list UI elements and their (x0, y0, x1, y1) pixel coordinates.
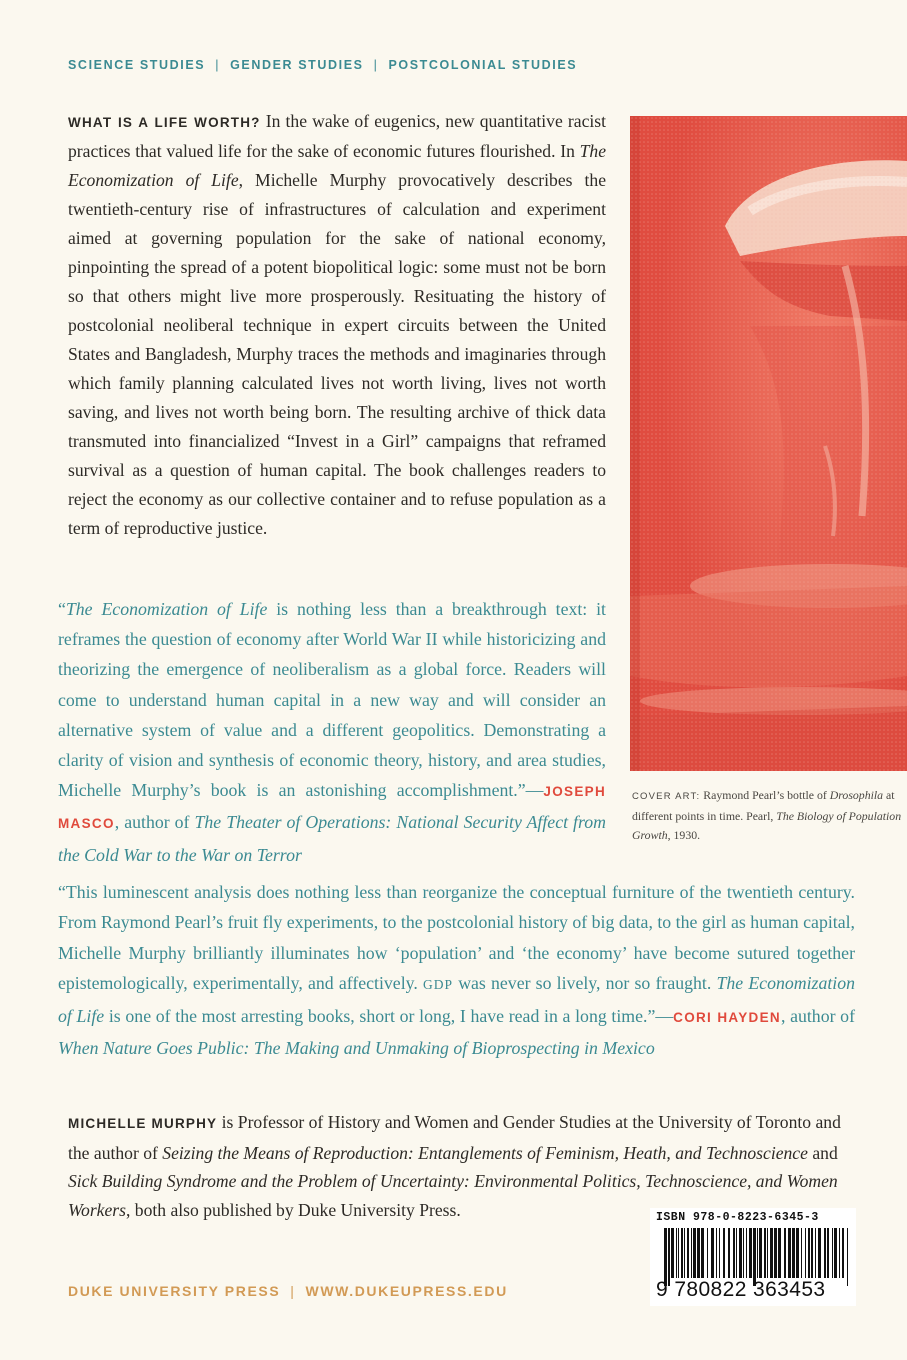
subject-gender-studies: GENDER STUDIES (230, 58, 364, 72)
barcode-bar (687, 1228, 689, 1278)
barcode-bar (834, 1228, 837, 1278)
drosophila-bottle-illustration (630, 116, 907, 771)
description-part2: , Michelle Murphy provocatively describes the twentieth-century rise of infrastructures of calculation and experiment aimed at governing population for the sake of national economy, pinpointing the spread of a potent biopolitical logic: some must not be born so that others might live more prosperously. Resituating the history of postcolonial neoliberal technique in expert circuits between the United States and Bangladesh, Murphy traces the methods and imaginaries through which family planning calculated lives not worth living, lives not worth saving, and lives not worth being born. The resulting archive of thick data transmuted into financialized “Invest in a Girl” campaigns that reframed survival as a question of human capital. The book challenges readers to reject the economy as our collective container and to refuse population as a term of reproductive justice. (68, 170, 606, 538)
barcode-bar (711, 1228, 714, 1278)
caption-text2: at different points in time. Pearl, (632, 788, 895, 823)
barcode-bar (839, 1228, 840, 1278)
quote2-author: CORI HAYDEN (673, 1009, 781, 1025)
barcode-bar (693, 1228, 696, 1278)
barcode-bar (678, 1228, 679, 1278)
quote2-gdp: GDP (423, 977, 454, 993)
publisher-name: DUKE UNIVERSITY PRESS (68, 1283, 281, 1299)
barcode-bar (684, 1228, 685, 1278)
cover-art-image (630, 116, 907, 771)
caption-text1: Raymond Pearl’s bottle of (700, 788, 830, 802)
bio-text2: and (807, 1142, 838, 1163)
quote2-text1: “This luminescent analysis does nothing less than reorganize the conceptual furniture of the twentieth century. From Raymond Pearl’s fruit fly experiments, to the postcolonial history of big data, to the girl as human capital, Michelle Murphy brilliantly illuminates how ‘population’ and ‘the economy’ have become sutured together epistemologically, experimentally, and affectively. (58, 882, 855, 994)
barcode-bar (733, 1228, 735, 1278)
subject-categories (68, 58, 768, 72)
barcode-digits: 9 780822 363453 (656, 1278, 826, 1301)
subject-science-studies: SCIENCE STUDIES (68, 58, 206, 72)
cover-art-caption (632, 786, 902, 846)
barcode-bar (815, 1228, 816, 1278)
quote-open: “ (58, 599, 66, 619)
caption-year: , 1930. (667, 828, 701, 843)
barcode-bar (796, 1228, 799, 1278)
book-description (68, 107, 606, 543)
footer-separator: | (290, 1283, 296, 1299)
barcode-bar (808, 1228, 810, 1278)
barcode-bar (757, 1228, 758, 1278)
bio-text1: is Professor of History and Women and Gender Studies at the University of Toronto and the author of (68, 1112, 841, 1163)
bio-name: MICHELLE MURPHY (68, 1116, 218, 1131)
barcode-bar (784, 1228, 786, 1278)
barcode-bar (701, 1228, 704, 1278)
caption-lead: COVER ART: (632, 791, 701, 802)
description-book-title: The Economization of Life (68, 141, 606, 190)
bio-book1: Seizing the Means of Reproduction: Entanglements of Feminism, Heath, and Technoscience (162, 1142, 808, 1163)
barcode-bar (723, 1228, 725, 1278)
barcode-bar (759, 1228, 762, 1278)
barcode-bar (774, 1228, 777, 1278)
subject-separator: | (373, 58, 379, 72)
barcode-bar (770, 1228, 773, 1278)
barcode-bar (691, 1228, 692, 1278)
barcode-bar (788, 1228, 791, 1278)
quote1-author-work: The Theater of Operations: National Security Affect from the Cold War to the War on Terror (58, 812, 606, 865)
barcode-bar (746, 1228, 747, 1278)
description-part1: In the wake of eugenics, new quantitative racist practices that valued life for the sake of economic futures flourished. In (68, 111, 607, 161)
barcode-bar (749, 1228, 752, 1278)
quote2-text2: was never so lively, nor so fraught. (453, 973, 717, 994)
barcode-bar (671, 1228, 674, 1278)
barcode-bar (719, 1228, 720, 1278)
barcode-bar (824, 1228, 826, 1278)
barcode-bar (778, 1228, 781, 1278)
quote1-book-title: The Economization of Life (65, 599, 268, 619)
quote2-book-title: The Economization of Life (58, 973, 855, 1026)
barcode-bar (801, 1228, 802, 1278)
bio-book2: Sick Building Syndrome and the Problem of Uncertainty: Environmental Politics, Technoscience, and Women Workers (68, 1171, 838, 1220)
barcode-bar (792, 1228, 795, 1278)
author-bio (68, 1108, 855, 1224)
barcode-bar (716, 1228, 717, 1278)
barcode-bar (681, 1228, 683, 1278)
barcode-bar (743, 1228, 744, 1278)
barcode-bar (767, 1228, 768, 1278)
subject-postcolonial-studies: POSTCOLONIAL STUDIES (388, 58, 578, 72)
quote2-author-suffix: , author of (780, 1005, 855, 1026)
blurb-hayden (58, 877, 855, 1063)
barcode-bar (805, 1228, 806, 1278)
barcode-bar (707, 1228, 708, 1278)
barcode-bar (842, 1228, 844, 1278)
publisher-website[interactable]: WWW.DUKEUPRESS.EDU (305, 1283, 508, 1299)
quote1-author-suffix: , author of (114, 812, 195, 833)
quote2-text3: is one of the most arresting books, short or long, I have read in a long time.”— (104, 1005, 674, 1026)
quote1-text: is nothing less than a breakthrough text: it reframes the question of economy after World War II while historicizing and theorizing the emergence of neoliberalism as a global force. Readers will come to understand human capital in a new way and will consider an alternative system of value and a different geopolitics. Demonstrating a clarity of vision and synthesis of economic theory, history, and area studies, Michelle Murphy’s book is an astonishing accomplishment.”— (58, 599, 606, 801)
barcode-bar (739, 1228, 742, 1278)
quote2-author-work: When Nature Goes Public: The Making and Unmaking of Bioprospecting in Mexico (58, 1038, 655, 1059)
caption-species: Drosophila (829, 788, 884, 802)
barcode-bar (676, 1228, 677, 1278)
barcode-bar (728, 1228, 730, 1278)
description-lead: WHAT IS A LIFE WORTH? (68, 115, 261, 130)
barcode-bar (832, 1228, 833, 1278)
subject-separator: | (215, 58, 221, 72)
barcode-bar (827, 1228, 829, 1278)
barcode-bar (764, 1228, 766, 1278)
bio-text3: , both also published by Duke University Press. (126, 1199, 461, 1220)
barcode-bar (811, 1228, 813, 1278)
isbn-label: ISBN 978-0-8223-6345-3 (656, 1211, 819, 1224)
barcode-bar (697, 1228, 700, 1278)
quote1-author: JOSEPH MASCO (58, 784, 606, 832)
barcode-bar (818, 1228, 821, 1278)
barcode-bar (736, 1228, 737, 1278)
caption-source: The Biology of Population Growth (632, 808, 902, 843)
publisher-footer (68, 1283, 628, 1299)
blurb-masco (58, 594, 606, 870)
